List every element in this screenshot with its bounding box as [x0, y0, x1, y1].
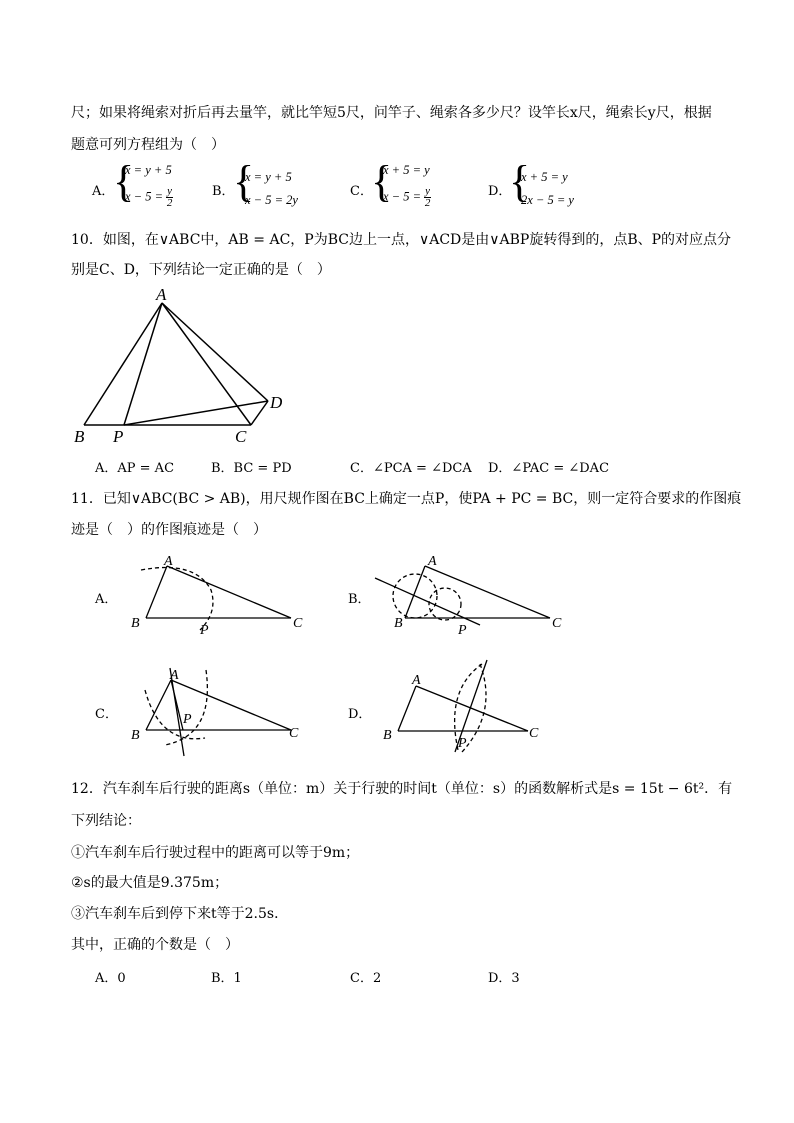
- q11-line-1: 11．已知∨ABC(BC > AB)，用尺规作图在BC上确定一点P，使PA + PC = BC，则一定符合要求的作图痕: [71, 491, 742, 507]
- q11b-label-b: B: [394, 616, 403, 631]
- q9-option-c-label: C．: [350, 184, 373, 199]
- q9-option-a-eq1: x = y + 5: [125, 163, 172, 177]
- q11a-label-a: A: [164, 554, 173, 569]
- q11b-label-c: C: [552, 616, 562, 631]
- q9-option-c-eq2: x − 5 = $\frac{y}{2}$: [383, 185, 431, 209]
- q11-figure-d: [375, 655, 565, 760]
- q11b-label-p: P: [458, 623, 467, 638]
- q11a-label-b: B: [131, 616, 140, 631]
- q9-line-2: 题意可列方程组为（ ）: [71, 137, 225, 153]
- q11-option-a-label: A．: [95, 592, 118, 607]
- q11d-label-b: B: [383, 728, 392, 743]
- q12-option-a: A．0: [95, 971, 126, 986]
- q12-option-d: D．3: [488, 971, 520, 986]
- q11b-label-a: A: [428, 554, 437, 569]
- q11-line-2: 迹是（ ）的作图痕迹是（ ）: [71, 522, 267, 538]
- q10-option-d: D．∠PAC = ∠DAC: [488, 461, 610, 476]
- q9-option-d-eq2: 2x − 5 = y: [521, 193, 574, 207]
- q12-item-3: ③汽车刹车后到停下来t等于2.5s．: [71, 906, 289, 922]
- q10-option-b: B．BC = PD: [211, 461, 292, 476]
- q9-option-d-eq1: x + 5 = y: [521, 170, 568, 184]
- q11d-label-a: A: [412, 673, 421, 688]
- q10-label-b: B: [74, 427, 85, 446]
- q11a-label-p: P: [200, 623, 209, 638]
- q9-option-d-brace: {: [509, 157, 531, 206]
- q12-option-c: C．2: [350, 971, 382, 986]
- q11-figure-a: [125, 548, 310, 638]
- q12-item-2: ②s的最大值是9.375m；: [71, 875, 229, 891]
- q12-line-1: 12．汽车刹车后行驶的距离s（单位：m）关于行驶的时间t（单位：s）的函数解析式是s = 15t − 6t²．有: [71, 781, 733, 797]
- q9-option-a-label: A．: [92, 184, 115, 199]
- q10-figure: [70, 282, 300, 447]
- q11c-label-p: P: [183, 712, 192, 727]
- q9-line-1: 尺；如果将绳索对折后再去量竿，就比竿短5尺，问竿子、绳索各多少尺？设竿长x尺，绳索长y尺，根据: [71, 105, 712, 121]
- q9-option-b-label: B．: [212, 184, 235, 199]
- q11c-label-a: A: [170, 668, 179, 683]
- q9-option-b-eq2: x − 5 = 2y: [245, 193, 298, 207]
- q9-option-c-eq1: x + 5 = y: [383, 163, 430, 177]
- q9-option-c-brace: {: [371, 157, 393, 206]
- q11-option-d-label: D．: [348, 707, 372, 722]
- q10-label-p: P: [113, 427, 124, 446]
- q11-option-b-label: B．: [348, 592, 371, 607]
- q9-option-a-eq2: x − 5 = $\frac{y}{2}$: [125, 185, 173, 209]
- q12-line-2: 下列结论：: [71, 813, 141, 829]
- q11-figure-b: [370, 548, 570, 638]
- q11-figure-c: [125, 660, 310, 760]
- q12-item-1: ①汽车刹车后行驶过程中的距离可以等于9m；: [71, 845, 360, 861]
- q11a-label-c: C: [293, 616, 303, 631]
- q10-option-c: C．∠PCA = ∠DCA: [350, 461, 472, 476]
- q9-option-b-brace: {: [233, 157, 255, 206]
- q11-option-c-label: C．: [95, 707, 118, 722]
- q10-label-c: C: [235, 427, 247, 446]
- q11d-label-c: C: [529, 726, 539, 741]
- q12-option-b: B．1: [211, 971, 242, 986]
- q11c-label-c: C: [289, 726, 299, 741]
- q12-question: 其中，正确的个数是（ ）: [71, 937, 239, 953]
- q11c-label-b: B: [131, 728, 140, 743]
- q10-line-1: 10．如图，在∨ABC中，AB = AC，P为BC边上一点，∨ACD是由∨ABP旋转得到的，点B、P的对应点分: [71, 232, 732, 248]
- q10-line-2: 别是C、D，下列结论一定正确的是（ ）: [71, 262, 331, 278]
- q10-label-d: D: [270, 393, 283, 412]
- q10-option-a: A．AP = AC: [95, 461, 175, 476]
- q9-option-d-label: D．: [488, 184, 512, 199]
- q9-option-a-brace: {: [113, 157, 135, 206]
- q10-label-a: A: [156, 285, 167, 304]
- q9-option-b-eq1: x = y + 5: [245, 170, 292, 184]
- q11d-label-p: P: [458, 736, 467, 751]
